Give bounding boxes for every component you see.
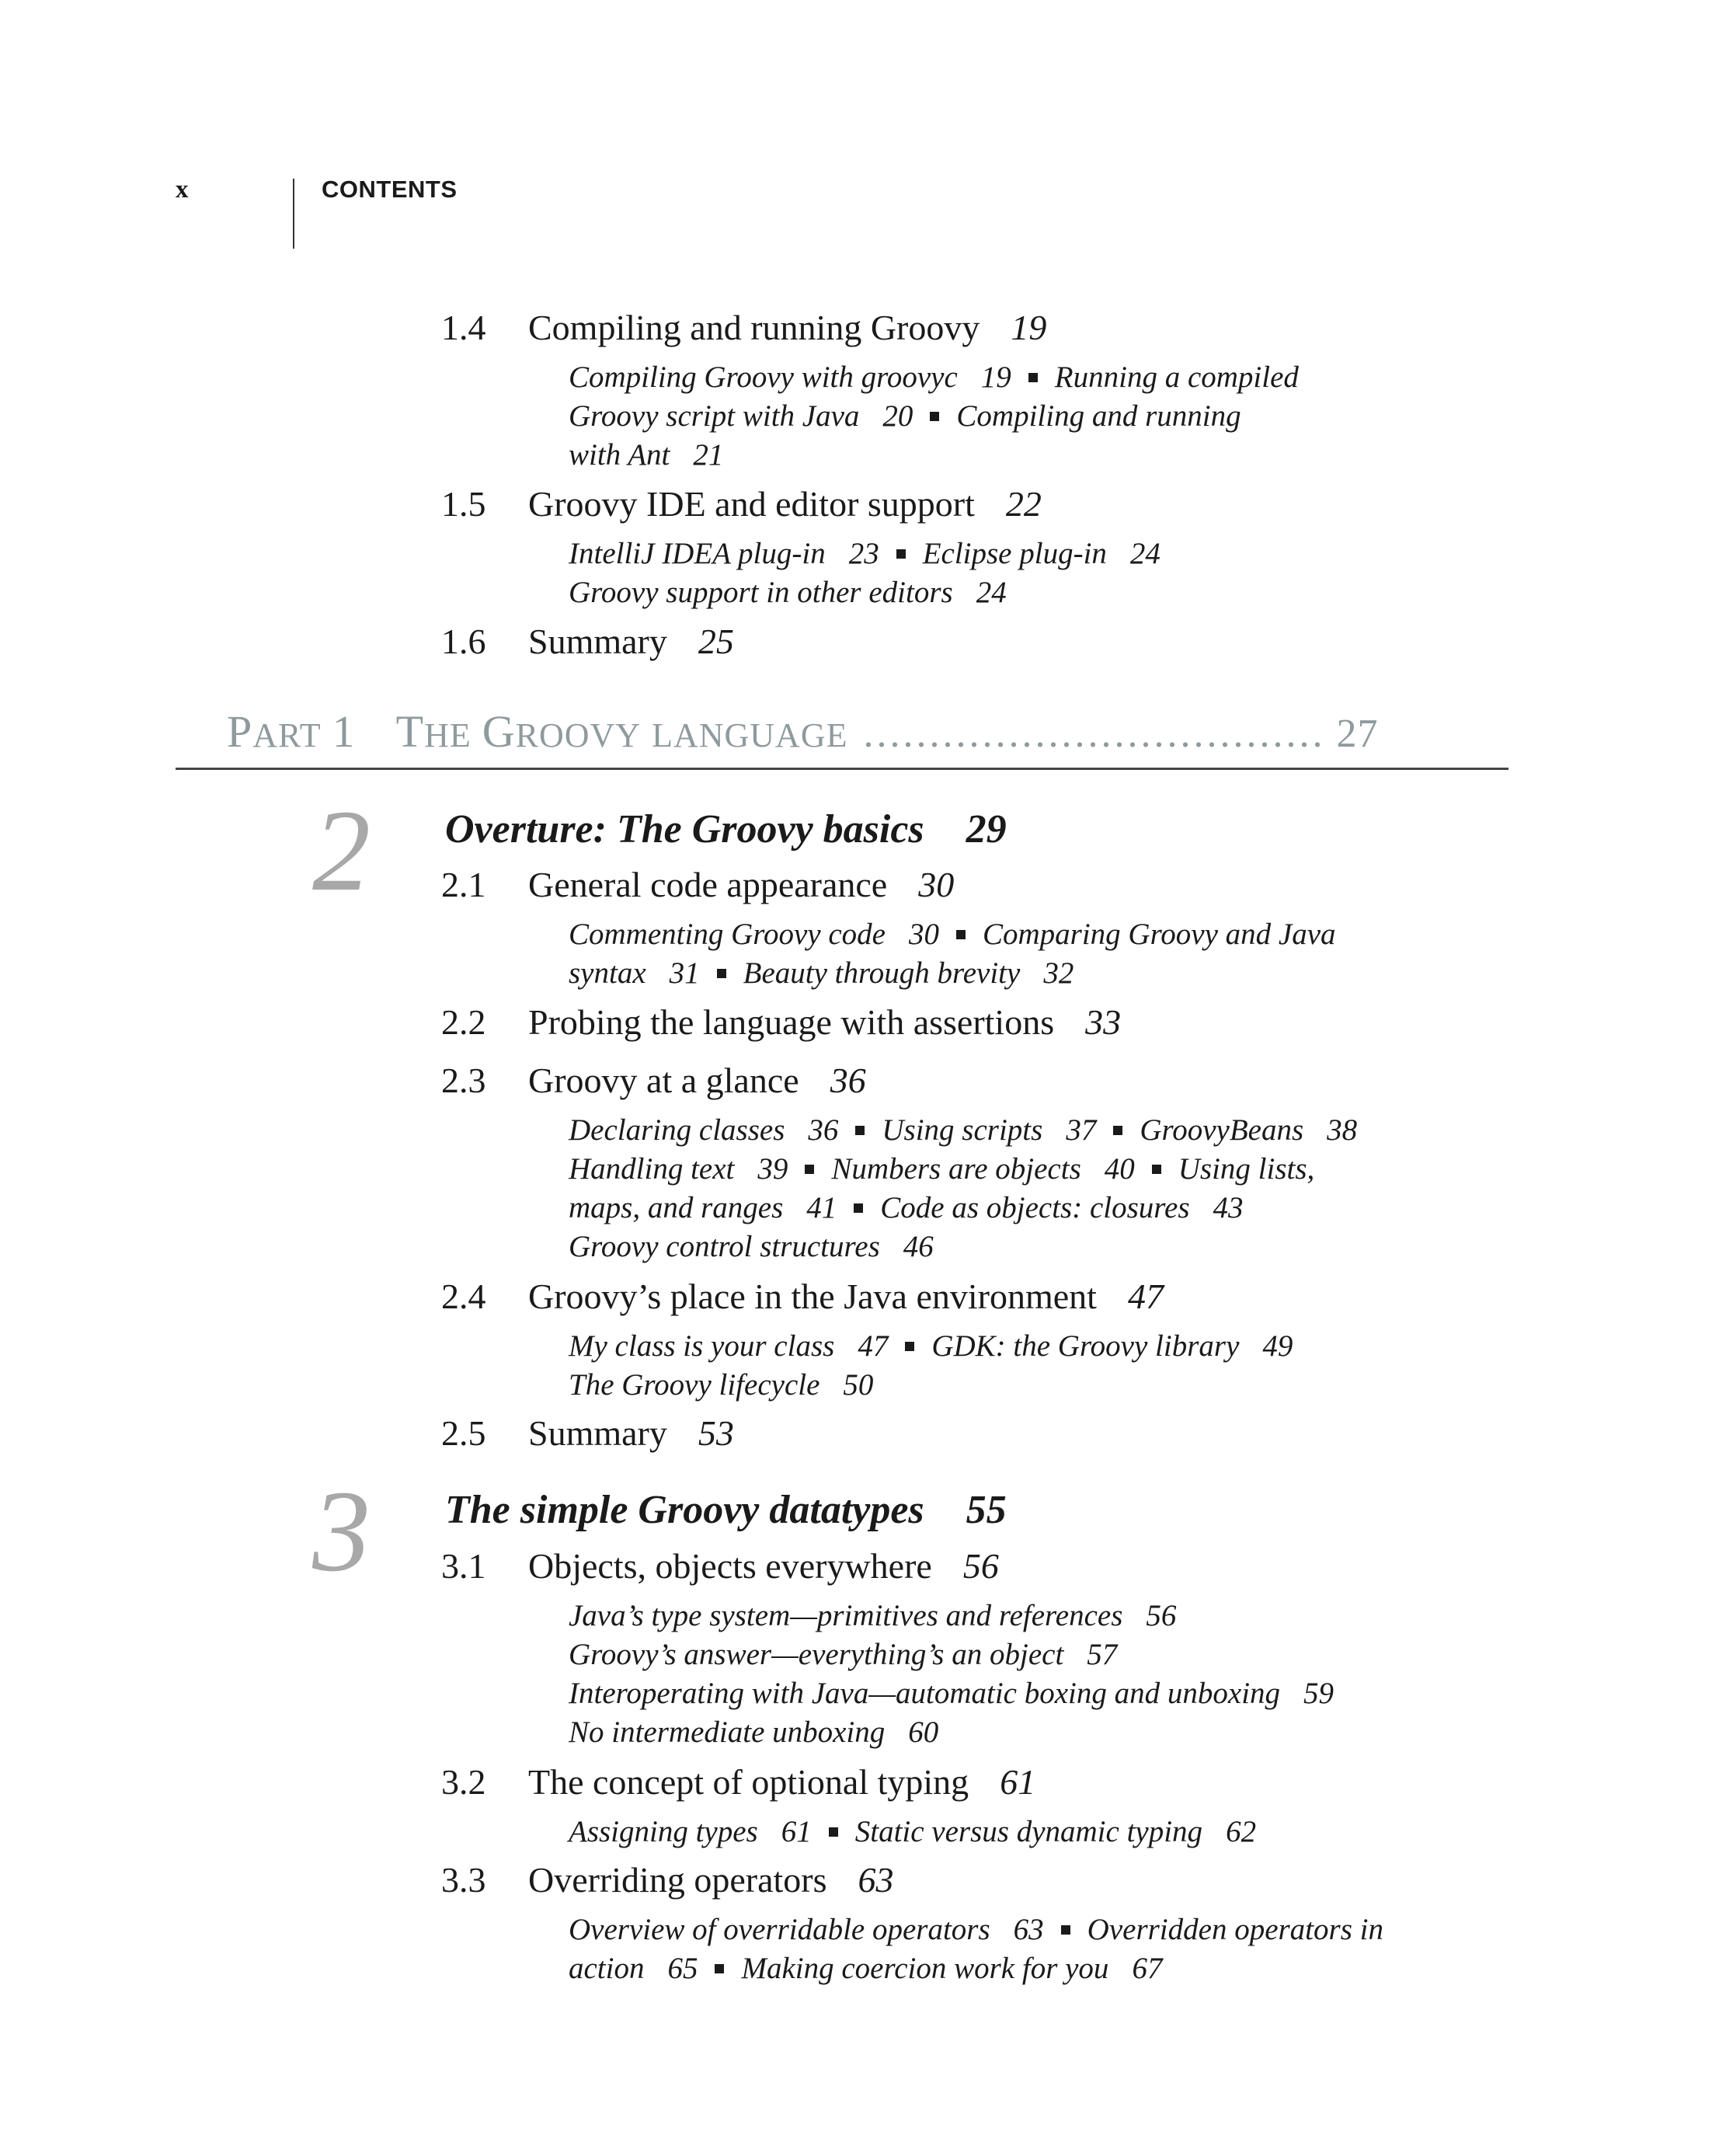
bullet-separator bbox=[1028, 373, 1038, 382]
subsection-page: 46 bbox=[903, 1230, 934, 1263]
toc-section-2-4[interactable] bbox=[441, 1274, 1529, 1319]
toc-section-1-6[interactable] bbox=[441, 619, 1529, 664]
section-number: 1.4 bbox=[441, 308, 486, 347]
section-number: 1.6 bbox=[441, 622, 486, 661]
section-page: 36 bbox=[830, 1061, 866, 1100]
toc-section-2-5[interactable] bbox=[441, 1411, 1529, 1456]
chapter-page: 29 bbox=[966, 807, 1007, 852]
subsection-title[interactable]: Groovy control structures bbox=[569, 1230, 880, 1263]
section-number: 2.1 bbox=[441, 865, 486, 904]
subsection-title[interactable]: My class is your class bbox=[569, 1329, 835, 1363]
section-number: 2.2 bbox=[441, 1002, 486, 1042]
subsection-title[interactable]: syntax bbox=[569, 956, 646, 990]
subsection-title[interactable]: The Groovy lifecycle bbox=[569, 1368, 820, 1402]
bullet-separator bbox=[896, 549, 906, 559]
toc-section-1-5[interactable] bbox=[441, 482, 1529, 527]
toc-subsections-1-4 bbox=[569, 358, 1547, 475]
toc-section-3-2[interactable] bbox=[441, 1760, 1529, 1805]
subsection-page: 39 bbox=[757, 1152, 788, 1186]
subsection-title[interactable]: Using lists, bbox=[1178, 1152, 1315, 1186]
subsection-title[interactable]: Declaring classes bbox=[569, 1113, 785, 1147]
section-title: Objects, objects everywhere bbox=[528, 1546, 932, 1586]
subsection-page: 37 bbox=[1066, 1113, 1097, 1147]
subsection-page: 38 bbox=[1327, 1113, 1358, 1147]
toc-subsections-1-5 bbox=[569, 535, 1547, 612]
toc-subsections-3-3 bbox=[569, 1910, 1547, 1988]
subsection-title[interactable]: No intermediate unboxing bbox=[569, 1715, 886, 1749]
bullet-separator bbox=[829, 1827, 838, 1837]
bullet-separator bbox=[1061, 1925, 1070, 1935]
section-page: 63 bbox=[858, 1860, 894, 1900]
subsection-title[interactable]: Interoperating with Java—automatic boxing and unboxing bbox=[569, 1677, 1281, 1710]
section-title: Summary bbox=[528, 1413, 667, 1453]
subsection-title[interactable]: Running a compiled bbox=[1054, 360, 1299, 394]
section-title: Groovy’s place in the Java environment bbox=[528, 1277, 1097, 1316]
subsection-page: 59 bbox=[1303, 1677, 1334, 1710]
chapter-title-text: Overture: The Groovy basics bbox=[445, 807, 924, 852]
subsection-title[interactable]: IntelliJ IDEA plug-in bbox=[569, 537, 826, 570]
subsection-title[interactable]: Code as objects: closures bbox=[880, 1191, 1190, 1224]
section-number: 2.3 bbox=[441, 1061, 486, 1100]
subsection-page: 41 bbox=[806, 1191, 837, 1224]
subsection-title[interactable]: Groovy script with Java bbox=[569, 399, 860, 433]
toc-section-2-3[interactable] bbox=[441, 1058, 1529, 1103]
section-title: Groovy at a glance bbox=[528, 1061, 799, 1100]
bullet-separator bbox=[717, 969, 726, 978]
part-title: THE GROOVY LANGUAGE bbox=[395, 706, 848, 757]
section-title: Summary bbox=[528, 622, 667, 661]
subsection-title[interactable]: Numbers are objects bbox=[831, 1152, 1081, 1186]
subsection-title[interactable]: Java’s type system—primitives and references bbox=[569, 1599, 1123, 1632]
bullet-separator bbox=[930, 412, 939, 421]
section-number: 1.5 bbox=[441, 484, 486, 524]
section-page: 47 bbox=[1127, 1277, 1164, 1316]
section-page: 53 bbox=[698, 1413, 734, 1453]
subsection-page: 32 bbox=[1043, 956, 1074, 990]
subsection-title[interactable]: Groovy support in other editors bbox=[569, 576, 953, 609]
subsection-title[interactable]: Comparing Groovy and Java bbox=[982, 918, 1336, 951]
subsection-page: 63 bbox=[1013, 1913, 1044, 1946]
subsection-page: 67 bbox=[1132, 1952, 1163, 1985]
subsection-title[interactable]: action bbox=[569, 1952, 645, 1985]
section-title: Compiling and running Groovy bbox=[528, 308, 980, 347]
subsection-page: 62 bbox=[1226, 1815, 1257, 1848]
bullet-separator bbox=[905, 1342, 914, 1351]
toc-section-1-4[interactable] bbox=[441, 305, 1529, 350]
subsection-page: 31 bbox=[669, 956, 700, 990]
subsection-page: 57 bbox=[1087, 1638, 1118, 1671]
subsection-title[interactable]: Using scripts bbox=[882, 1113, 1043, 1147]
section-title: General code appearance bbox=[528, 865, 888, 904]
subsection-page: 40 bbox=[1104, 1152, 1135, 1186]
toc-section-3-1[interactable] bbox=[441, 1544, 1529, 1589]
subsection-title[interactable]: Assigning types bbox=[569, 1815, 758, 1848]
chapter-title-text: The simple Groovy datatypes bbox=[445, 1488, 924, 1532]
subsection-title[interactable]: Handling text bbox=[569, 1152, 735, 1186]
part-heading[interactable] bbox=[227, 705, 1378, 758]
dot-leader: ................................... bbox=[863, 712, 1326, 756]
subsection-title[interactable]: Groovy’s answer—everything’s an object bbox=[569, 1638, 1064, 1671]
section-page: 30 bbox=[918, 865, 955, 904]
part-label: PART 1 bbox=[227, 706, 356, 757]
section-page: 61 bbox=[1000, 1762, 1036, 1802]
chapter-number: 3 bbox=[312, 1467, 371, 1596]
subsection-title[interactable]: with Ant bbox=[569, 438, 670, 472]
header-divider bbox=[293, 179, 294, 249]
section-number: 2.4 bbox=[441, 1277, 486, 1316]
subsection-title[interactable]: Compiling Groovy with groovyc bbox=[569, 360, 958, 394]
section-page: 19 bbox=[1011, 308, 1047, 347]
section-number: 3.2 bbox=[441, 1762, 486, 1802]
toc-subsections-2-4 bbox=[569, 1327, 1547, 1405]
subsection-title[interactable]: Overview of overridable operators bbox=[569, 1913, 990, 1946]
subsection-page: 60 bbox=[908, 1715, 939, 1749]
bullet-separator bbox=[956, 930, 966, 939]
bullet-separator bbox=[715, 1964, 724, 1973]
section-title: The concept of optional typing bbox=[528, 1762, 969, 1802]
toc-subsections-3-2 bbox=[569, 1813, 1547, 1851]
subsection-title[interactable]: Static versus dynamic typing bbox=[854, 1815, 1203, 1848]
toc-section-2-1[interactable] bbox=[441, 862, 1529, 907]
subsection-title[interactable]: Beauty through brevity bbox=[743, 956, 1021, 990]
section-number: 2.5 bbox=[441, 1413, 486, 1453]
subsection-page: 65 bbox=[667, 1952, 698, 1985]
subsection-page: 49 bbox=[1262, 1329, 1293, 1363]
toc-subsections-2-3 bbox=[569, 1111, 1547, 1266]
bullet-separator bbox=[805, 1165, 814, 1174]
subsection-title[interactable]: Overridden operators in bbox=[1087, 1913, 1383, 1946]
subsection-title[interactable]: Compiling and running bbox=[956, 399, 1241, 433]
bullet-separator bbox=[854, 1203, 863, 1213]
subsection-title[interactable]: maps, and ranges bbox=[569, 1191, 784, 1224]
section-page: 25 bbox=[698, 622, 734, 661]
section-title: Probing the language with assertions bbox=[528, 1002, 1055, 1042]
part-divider bbox=[176, 768, 1508, 770]
subsection-page: 20 bbox=[882, 399, 913, 433]
section-page: 22 bbox=[1005, 484, 1042, 524]
subsection-page: 56 bbox=[1146, 1599, 1177, 1632]
chapter-title[interactable] bbox=[445, 1486, 1007, 1535]
subsection-page: 19 bbox=[980, 360, 1011, 394]
running-title: CONTENTS bbox=[322, 176, 458, 203]
part-page: 27 bbox=[1336, 712, 1379, 756]
bullet-separator bbox=[1113, 1126, 1122, 1135]
toc-subsections-3-1 bbox=[569, 1597, 1547, 1752]
bullet-separator bbox=[855, 1126, 865, 1135]
subsection-page: 24 bbox=[1129, 537, 1160, 570]
subsection-title[interactable]: Eclipse plug-in bbox=[922, 537, 1107, 570]
toc-section-2-2[interactable] bbox=[441, 1000, 1529, 1045]
subsection-page: 43 bbox=[1213, 1191, 1244, 1224]
subsection-page: 50 bbox=[843, 1368, 874, 1402]
chapter-title[interactable] bbox=[445, 805, 1007, 855]
chapter-page: 55 bbox=[966, 1488, 1007, 1532]
subsection-page: 23 bbox=[848, 537, 879, 570]
subsection-page: 21 bbox=[693, 438, 724, 472]
subsection-title[interactable]: GDK: the Groovy library bbox=[931, 1329, 1240, 1363]
subsection-title[interactable]: Making coercion work for you bbox=[741, 1952, 1109, 1985]
subsection-title[interactable]: GroovyBeans bbox=[1140, 1113, 1304, 1147]
subsection-page: 61 bbox=[781, 1815, 812, 1848]
page-folio: x bbox=[176, 176, 189, 204]
section-number: 3.3 bbox=[441, 1860, 486, 1900]
section-number: 3.1 bbox=[441, 1546, 486, 1586]
section-page: 33 bbox=[1085, 1002, 1122, 1042]
subsection-page: 36 bbox=[808, 1113, 839, 1147]
toc-section-3-3[interactable] bbox=[441, 1858, 1529, 1903]
chapter-number: 2 bbox=[312, 786, 371, 915]
subsection-page: 47 bbox=[858, 1329, 889, 1363]
toc-subsections-2-1 bbox=[569, 915, 1547, 993]
subsection-page: 24 bbox=[976, 576, 1007, 609]
bullet-separator bbox=[1152, 1165, 1161, 1174]
subsection-page: 30 bbox=[908, 918, 939, 951]
section-title: Groovy IDE and editor support bbox=[528, 484, 975, 524]
section-title: Overriding operators bbox=[528, 1860, 827, 1900]
subsection-title[interactable]: Commenting Groovy code bbox=[569, 918, 886, 951]
section-page: 56 bbox=[962, 1546, 999, 1586]
